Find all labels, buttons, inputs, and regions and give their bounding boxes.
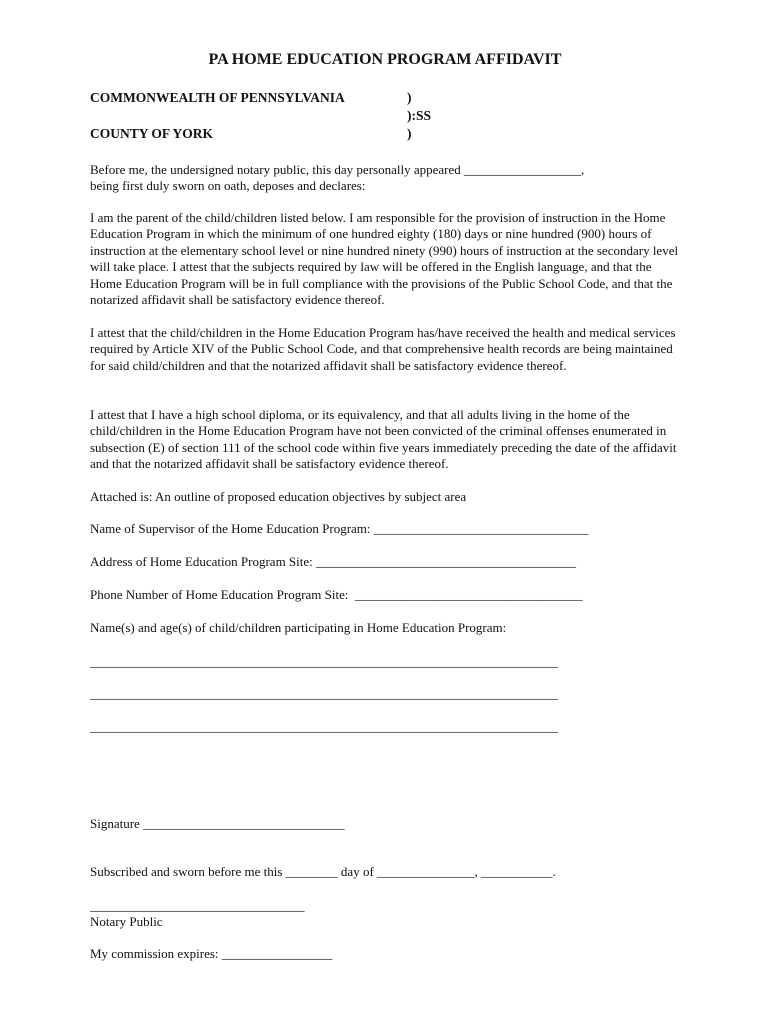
ss-bracket-bottom: ) [407,126,412,141]
ss-bracket-top: ) [407,90,412,105]
ss-marker: ):SS [407,108,432,123]
subscribed-line[interactable]: Subscribed and sworn before me this ________ day of _______________, ___________. [90,864,556,879]
phone-field[interactable]: Phone Number of Home Education Program Site: ___________________________________ [90,587,583,602]
notary-public-label: Notary Public [90,914,163,929]
address-field[interactable]: Address of Home Education Program Site: ________________________________________ [90,554,577,569]
children-line-2[interactable]: ________________________________________________________________________ [90,686,558,701]
children-line-3[interactable]: ________________________________________________________________________ [90,719,558,734]
document-title: PA HOME EDUCATION PROGRAM AFFIDAVIT [208,51,562,68]
commonwealth-label: COMMONWEALTH OF PENNSYLVANIA [90,90,345,105]
notary-signature-line[interactable]: _________________________________ [90,898,305,913]
paragraph-diploma: I attest that I have a high school diploma, or its equivalency, and that all adults living in the home of the child/children in the Home Education Program have not been convicted of the criminal offenses enumerated in subsection (E) of section 111 of the school code within five years immediately preceding the date of the affidavit and that the notarized affidavit shall be satisfactory evidence thereof. [90,407,677,472]
children-label: Name(s) and age(s) of child/children participating in Home Education Program: [90,620,507,635]
commission-field[interactable]: My commission expires: _________________ [90,946,333,961]
children-line-1[interactable]: ________________________________________________________________________ [90,654,558,669]
paragraph-instruction: I am the parent of the child/children listed below. I am responsible for the provision of instruction in the Home Education Program in which the minimum of one hundred eighty (180) days or nine hundred (900) hours of instruction at the elementary school level or nine hundred ninety (990) hours of instruction at the secondary level will take place. I attest that the subjects required by law will be offered in the English language, and that the Home Education Program will be in full compliance with the provisions of the Public School Code, and that the notarized affidavit shall be satisfactory evidence thereof. [90,210,679,308]
intro-line-1: Before me, the undersigned notary public, this day personally appeared __________________, [90,162,585,177]
paragraph-health: I attest that the child/children in the Home Education Program has/have received the health and medical services required by Article XIV of the Public School Code, and that comprehensive health records are being maintained for said child/children and that the notarized affidavit shall be satisfactory evidence thereof. [90,325,676,373]
county-label: COUNTY OF YORK [90,126,213,141]
intro-line-2: being first duly sworn on oath, deposes and declares: [90,178,366,193]
supervisor-field[interactable]: Name of Supervisor of the Home Education Program: _________________________________ [90,521,589,536]
signature-field[interactable]: Signature _______________________________ [90,816,345,831]
attached-note: Attached is: An outline of proposed education objectives by subject area [90,489,467,504]
